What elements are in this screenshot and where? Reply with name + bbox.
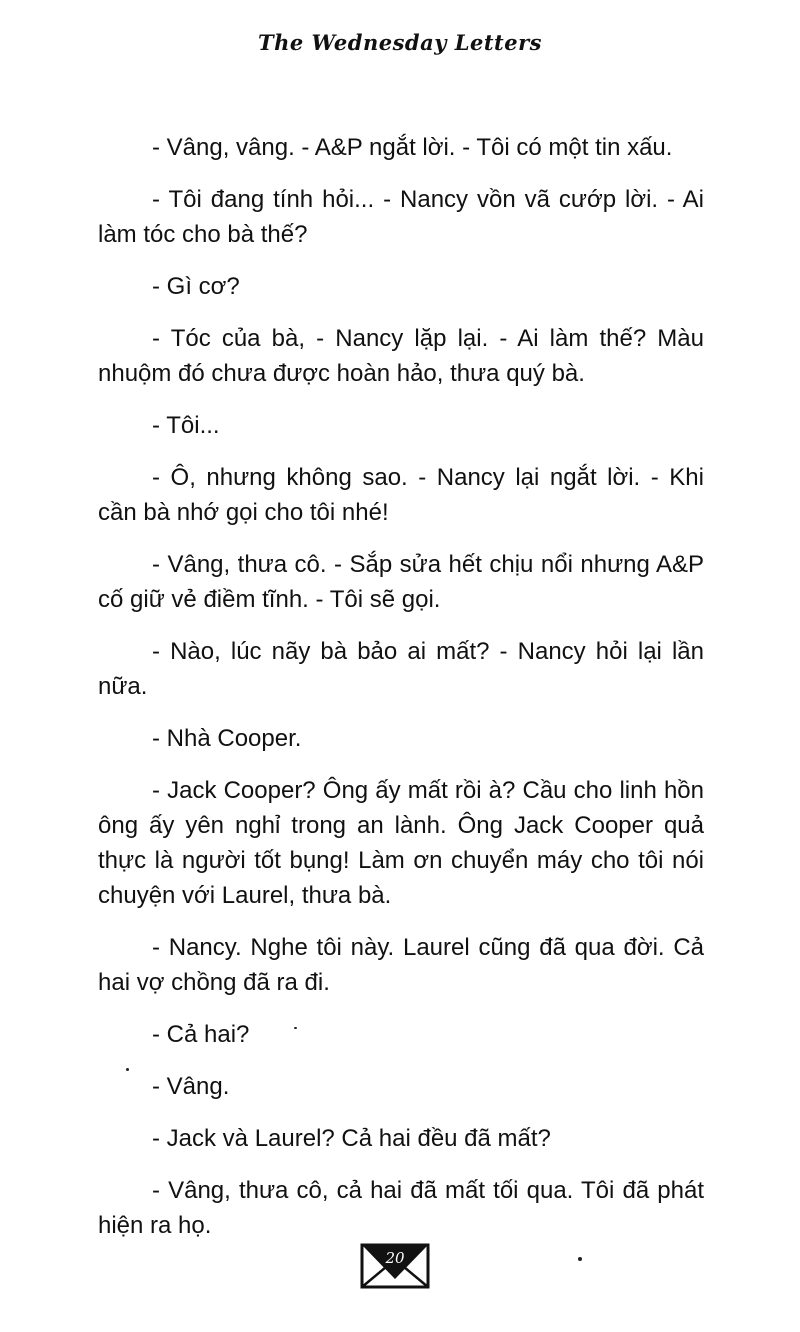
paragraph: - Vâng, thưa cô, cả hai đã mất tối qua. Tôi đã phát hiện ra họ. (98, 1177, 704, 1239)
paragraph: - Nào, lúc nãy bà bảo ai mất? - Nancy hỏi lại lần nữa. (98, 638, 704, 700)
page-number-badge (360, 1243, 430, 1289)
paragraph: - Tóc của bà, - Nancy lặp lại. - Ai làm thế? Màu nhuộm đó chưa được hoàn hảo, thưa quý bà. (98, 325, 704, 387)
print-speck (126, 1068, 129, 1071)
paragraph: - Nhà Cooper. (152, 725, 302, 752)
running-header: The Wednesday Letters (257, 30, 542, 55)
paragraph: - Ô, nhưng không sao. - Nancy lại ngắt lời. - Khi cần bà nhớ gọi cho tôi nhé! (98, 464, 704, 526)
paragraph: - Jack Cooper? Ông ấy mất rồi à? Cầu cho linh hồn ông ấy yên nghỉ trong an lành. Ông Jack Cooper quả thực là người tốt bụng! Làm ơn chuyển máy cho tôi nói chuyện với Laurel, thưa bà. (98, 777, 704, 909)
paragraph: - Vâng. (152, 1073, 230, 1100)
paragraph: - Tôi đang tính hỏi... - Nancy vồn vã cướp lời. - Ai làm tóc cho bà thế? (98, 186, 704, 248)
paragraph: - Tôi... (152, 412, 220, 439)
paragraph: - Vâng, thưa cô. - Sắp sửa hết chịu nổi nhưng A&P cố giữ vẻ điềm tĩnh. - Tôi sẽ gọi. (98, 551, 704, 613)
body-text (98, 130, 704, 1260)
paragraph: - Jack và Laurel? Cả hai đều đã mất? (152, 1125, 551, 1152)
paragraph: - Gì cơ? (152, 273, 240, 300)
paragraph: - Vâng, vâng. - A&P ngắt lời. - Tôi có một tin xấu. (152, 134, 673, 161)
print-speck (294, 1027, 297, 1029)
print-speck (578, 1257, 582, 1261)
page-number: 20 (385, 1249, 405, 1267)
paragraph: - Nancy. Nghe tôi này. Laurel cũng đã qua đời. Cả hai vợ chồng đã ra đi. (98, 934, 704, 996)
paragraph: - Cả hai? (152, 1021, 250, 1048)
